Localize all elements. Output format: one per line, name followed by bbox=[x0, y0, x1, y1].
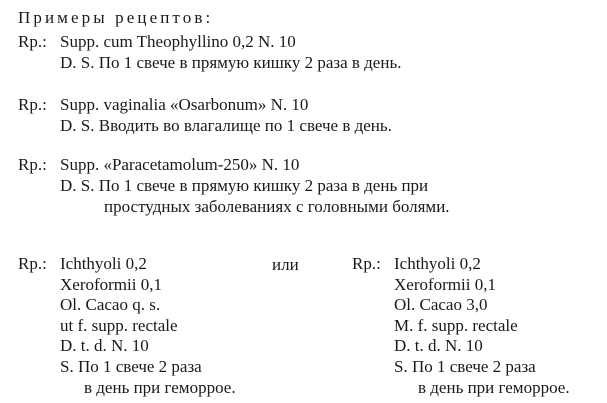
recipe-block-1 bbox=[18, 31, 598, 73]
recipe-prescription-text: Supp. cum Theophyllino 0,2 N. 10 bbox=[60, 32, 296, 51]
instruction-line: M. f. supp. rectale bbox=[394, 315, 518, 335]
ingredient-line: Ichthyoli 0,2 bbox=[394, 254, 481, 273]
ingredient-line: Xeroformii 0,1 bbox=[60, 274, 162, 294]
rp-label: Rp.: bbox=[18, 95, 47, 114]
recipe-line bbox=[352, 254, 602, 275]
signature-line: S. По 1 свече 2 раза bbox=[394, 356, 536, 376]
recipe-signature-line: D. S. По 1 свече в прямую кишку 2 раза в день. bbox=[60, 53, 402, 72]
recipe-line bbox=[18, 154, 598, 175]
recipe-block-2 bbox=[18, 94, 598, 136]
recipe-signature-continuation: простудных заболеваниях с головными болями. bbox=[104, 197, 450, 216]
instruction-line: ut f. supp. rectale bbox=[60, 315, 178, 335]
ingredient-line: Ol. Cacao 3,0 bbox=[394, 295, 488, 315]
left-compound-recipe bbox=[18, 254, 288, 398]
ingredient-line: Ichthyoli 0,2 bbox=[60, 254, 147, 273]
recipe-line bbox=[18, 31, 598, 52]
section-heading: Примеры рецептов: bbox=[18, 8, 214, 27]
right-compound-recipe bbox=[352, 254, 602, 398]
ingredient-line: Xeroformii 0,1 bbox=[394, 274, 496, 294]
rp-label: Rp.: bbox=[18, 155, 47, 174]
recipe-prescription-text: Supp. «Paracetamolum-250» N. 10 bbox=[60, 155, 300, 174]
recipe-line bbox=[18, 94, 598, 115]
ingredient-line: Ol. Cacao q. s. bbox=[60, 295, 161, 315]
signature-continuation: в день при геморрое. bbox=[84, 377, 236, 397]
signature-line: S. По 1 свече 2 раза bbox=[60, 356, 202, 376]
signature-continuation: в день при геморрое. bbox=[418, 377, 570, 397]
recipe-block-3 bbox=[18, 154, 598, 217]
or-separator: или bbox=[272, 255, 299, 274]
recipe-line bbox=[18, 254, 288, 275]
recipe-signature-line: D. S. По 1 свече в прямую кишку 2 раза в день при bbox=[60, 176, 429, 195]
rp-label: Rp.: bbox=[18, 254, 47, 273]
instruction-line: D. t. d. N. 10 bbox=[60, 336, 149, 356]
rp-label: Rp.: bbox=[352, 254, 381, 273]
recipe-prescription-text: Supp. vaginalia «Osarbonum» N. 10 bbox=[60, 95, 309, 114]
rp-label: Rp.: bbox=[18, 32, 47, 51]
instruction-line: D. t. d. N. 10 bbox=[394, 336, 483, 356]
recipe-signature-line: D. S. Вводить во влагалище по 1 свече в день. bbox=[60, 116, 392, 135]
